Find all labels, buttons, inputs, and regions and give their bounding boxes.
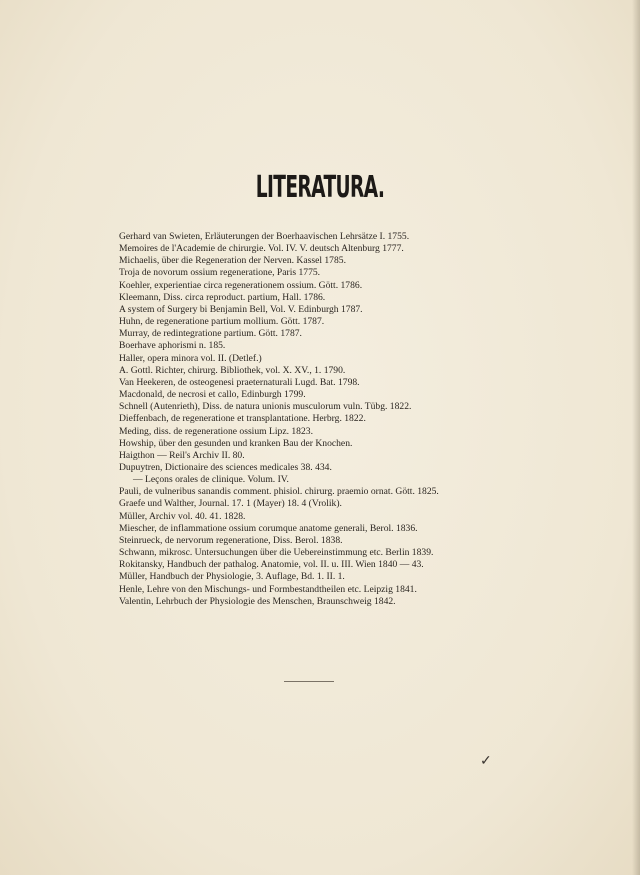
ink-mark: ✓ (480, 754, 492, 769)
reference-item: Macdonald, de necrosi et callo, Edinburgh 1799. (119, 389, 306, 401)
reference-item: Meding, diss. de regeneratione ossium Lipz. 1823. (119, 425, 313, 437)
reference-item: Gerhard van Swieten, Erläuterungen der Boerhaavischen Lehrsätze I. 1755. (119, 231, 410, 242)
reference-item: Pauli, de vulneribus sanandis comment. phisiol. chirurg. praemio ornat. Gött. 1825. (119, 486, 439, 498)
reference-item: Steinrueck, de nervorum regeneratione, Diss. Berol. 1838. (119, 534, 343, 546)
reference-item: Haigthon — Reil's Archiv II. 80. (119, 449, 245, 461)
reference-item: Murray, de redintegratione partium. Gött. 1787. (119, 328, 302, 340)
reference-item: Graefe und Walther, Journal. 17. 1 (Mayer) 18. 4 (Vrolik). (119, 498, 342, 510)
reference-item: Huhn, de regeneratione partium mollium. Gött. 1787. (119, 316, 325, 328)
page-edge-shadow (632, 0, 640, 875)
reference-item: Memoires de l'Academie de chirurgie. Vol. IV. V. deutsch Altenburg 1777. (119, 243, 404, 255)
reference-item: Miescher, de inflammatione ossium corumque anatome generali, Berol. 1836. (119, 522, 418, 534)
reference-item: Müller, Archiv vol. 40. 41. 1828. (119, 510, 246, 522)
reference-item: Müller, Handbuch der Physiologie, 3. Auflage, Bd. 1. II. 1. (119, 571, 345, 583)
reference-item: Rokitansky, Handbuch der pathalog. Anatomie, vol. II. u. III. Wien 1840 — 43. (119, 559, 424, 571)
reference-item: A system of Surgery bi Benjamin Bell, Vol. V. Edinburgh 1787. (119, 303, 363, 315)
reference-item: Koehler, experientiae circa regenerationem ossium. Gött. 1786. (119, 279, 363, 291)
reference-item: Valentin, Lehrbuch der Physiologie des Menschen, Braunschweig 1842. (119, 595, 396, 607)
reference-item: Kleemann, Diss. circa reproduct. partium, Hall. 1786. (119, 291, 326, 303)
reference-item: A. Gottl. Richter, chirurg. Bibliothek, vol. X. XV., 1. 1790. (119, 364, 346, 376)
reference-item: — Leçons orales de clinique. Volum. IV. (133, 474, 289, 486)
reference-item: Dupuytren, Dictionaire des sciences medicales 38. 434. (119, 461, 332, 473)
reference-item: Howship, über den gesunden und kranken Bau der Knochen. (119, 437, 353, 449)
page-title: LITERATURA. (255, 170, 385, 205)
reference-item: Schnell (Autenrieth), Diss. de natura unionis musculorum vuln. Tübg. 1822. (119, 401, 412, 413)
reference-item: Dieffenbach, de regeneratione et transplantatione. Herbrg. 1822. (119, 413, 366, 425)
reference-item: Henle, Lehre von den Mischungs- und Formbestandtheilen etc. Leipzig 1841. (119, 583, 417, 595)
reference-item: Haller, opera minora vol. II. (Detlef.) (119, 352, 262, 364)
reference-item: Troja de novorum ossium regeneratione, Paris 1775. (119, 267, 321, 279)
reference-item: Schwann, mikrosc. Untersuchungen über die Uebereinstimmung etc. Berlin 1839. (119, 547, 434, 559)
reference-item: Van Heekeren, de osteogenesi praeternaturali Lugd. Bat. 1798. (119, 376, 360, 388)
reference-item: Boerhave aphorismi n. 185. (119, 340, 226, 352)
reference-item: Michaelis, über die Regeneration der Nerven. Kassel 1785. (119, 255, 346, 267)
divider-rule (284, 681, 334, 682)
reference-list (119, 231, 499, 608)
